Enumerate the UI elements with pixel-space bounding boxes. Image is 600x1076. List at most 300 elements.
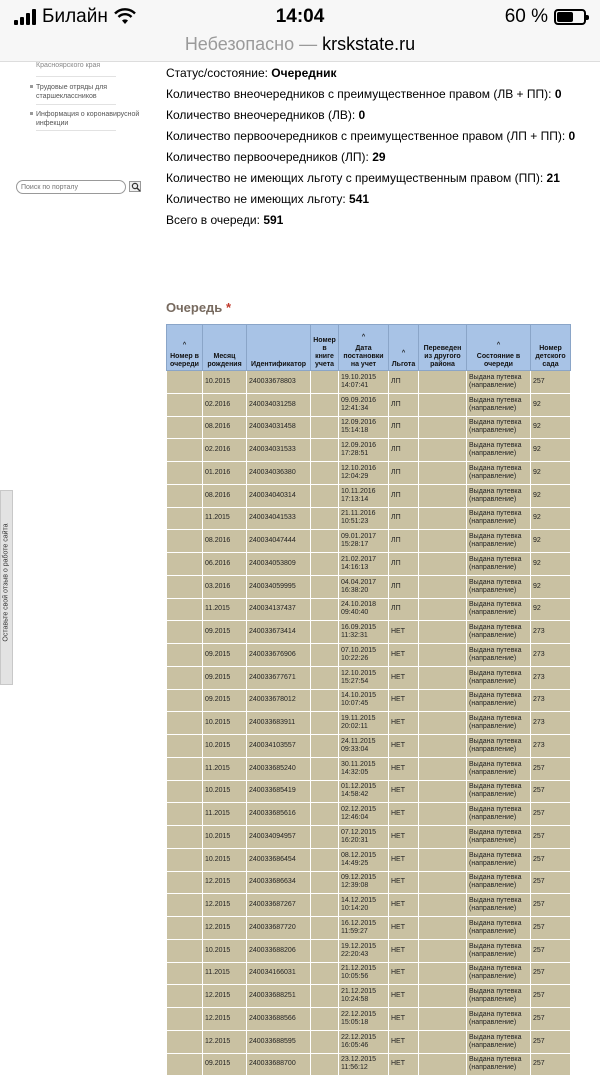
- sidebar-cut-item[interactable]: Красноярского края: [36, 62, 101, 69]
- column-header-label: Месяц рождения: [207, 353, 242, 368]
- table-cell: [419, 462, 467, 485]
- table-cell: 240034031533: [247, 439, 311, 462]
- table-cell: Выдана путевка (направление): [467, 712, 531, 735]
- table-cell: ЛП: [389, 371, 419, 394]
- table-cell: [167, 894, 203, 917]
- sidebar-divider: [36, 130, 116, 131]
- table-cell: [419, 621, 467, 644]
- table-cell: 30.11.2015 14:32:05: [339, 757, 389, 780]
- table-cell: Выдана путевка (направление): [467, 803, 531, 826]
- table-cell: 09.2015: [203, 1053, 247, 1076]
- table-cell: 240033686634: [247, 871, 311, 894]
- table-cell: 273: [531, 689, 571, 712]
- table-cell: 257: [531, 985, 571, 1008]
- lp-value: 29: [372, 150, 386, 164]
- table-cell: [419, 575, 467, 598]
- table-cell: [167, 1053, 203, 1076]
- table-cell: [419, 416, 467, 439]
- column-header-label: Льгота: [391, 361, 416, 368]
- table-cell: 257: [531, 780, 571, 803]
- table-cell: 273: [531, 712, 571, 735]
- table-cell: [167, 530, 203, 553]
- table-cell: 23.12.2015 11:56:12: [339, 1053, 389, 1076]
- table-cell: Выдана путевка (направление): [467, 507, 531, 530]
- table-cell: 240034103557: [247, 735, 311, 758]
- table-cell: Выдана путевка (направление): [467, 985, 531, 1008]
- table-cell: 09.2015: [203, 621, 247, 644]
- bullet-icon: [30, 85, 33, 88]
- table-cell: 08.2016: [203, 530, 247, 553]
- table-cell: 19.12.2015 22:20:43: [339, 939, 389, 962]
- table-cell: 09.2015: [203, 689, 247, 712]
- table-cell: [167, 803, 203, 826]
- table-row: [167, 826, 571, 849]
- table-cell: 240034137437: [247, 598, 311, 621]
- column-header[interactable]: [467, 325, 531, 371]
- lp-pp-value: 0: [568, 129, 576, 143]
- table-cell: 11.2015: [203, 962, 247, 985]
- sort-arrow-icon[interactable]: ^: [496, 342, 501, 348]
- table-cell: 92: [531, 462, 571, 485]
- table-cell: [167, 416, 203, 439]
- table-cell: НЕТ: [389, 826, 419, 849]
- table-cell: [311, 962, 339, 985]
- table-cell: 12.2015: [203, 985, 247, 1008]
- sort-arrow-icon[interactable]: ^: [401, 350, 406, 356]
- pp-value: 21: [546, 171, 560, 185]
- table-cell: [311, 553, 339, 576]
- table-cell: 12.10.2016 12:04:29: [339, 462, 389, 485]
- table-cell: [311, 757, 339, 780]
- column-header: [531, 325, 571, 371]
- table-cell: 240034166031: [247, 962, 311, 985]
- lv-pp-label: Количество внеочередников с преимущественное правом (ЛВ + ПП):: [166, 87, 552, 101]
- table-row: [167, 371, 571, 394]
- table-cell: [167, 939, 203, 962]
- table-cell: 21.11.2016 10:51:23: [339, 507, 389, 530]
- table-cell: 257: [531, 939, 571, 962]
- table-row: [167, 393, 571, 416]
- table-cell: [311, 439, 339, 462]
- table-cell: 240033673414: [247, 621, 311, 644]
- table-row: [167, 757, 571, 780]
- url-separator: —: [299, 34, 318, 54]
- table-cell: [167, 780, 203, 803]
- table-row: [167, 416, 571, 439]
- table-cell: 240033678803: [247, 371, 311, 394]
- lv-label: Количество внеочередников (ЛВ):: [166, 108, 356, 122]
- table-cell: 14.10.2015 10:07:45: [339, 689, 389, 712]
- table-cell: Выдана путевка (направление): [467, 757, 531, 780]
- table-cell: Выдана путевка (направление): [467, 848, 531, 871]
- ios-status-bar: [0, 0, 600, 34]
- search-button[interactable]: [129, 181, 141, 192]
- table-cell: [311, 1053, 339, 1076]
- table-cell: 257: [531, 1008, 571, 1031]
- table-row: [167, 1030, 571, 1053]
- lp-pp-row: [166, 129, 586, 144]
- table-cell: [419, 939, 467, 962]
- table-cell: 240034053809: [247, 553, 311, 576]
- lp-pp-label: Количество первоочередников с преимущественное правом (ЛП + ПП):: [166, 129, 566, 143]
- table-cell: 240033688206: [247, 939, 311, 962]
- table-cell: [167, 439, 203, 462]
- table-cell: [167, 598, 203, 621]
- table-cell: [311, 598, 339, 621]
- table-cell: Выдана путевка (направление): [467, 416, 531, 439]
- table-cell: 12.2015: [203, 1008, 247, 1031]
- table-cell: [311, 484, 339, 507]
- table-cell: 11.2015: [203, 598, 247, 621]
- table-cell: 240033685419: [247, 780, 311, 803]
- table-cell: [167, 689, 203, 712]
- sort-arrow-icon[interactable]: ^: [182, 342, 187, 348]
- sidebar-item-label: Трудовые отряды для старшеклассников: [36, 84, 108, 100]
- table-cell: 92: [531, 507, 571, 530]
- table-cell: 240033688251: [247, 985, 311, 1008]
- table-row: [167, 1008, 571, 1031]
- table-cell: 12.2015: [203, 1030, 247, 1053]
- table-cell: [311, 689, 339, 712]
- table-cell: [167, 462, 203, 485]
- url-host[interactable]: krskstate.ru: [322, 34, 416, 54]
- table-cell: [419, 757, 467, 780]
- column-header[interactable]: [167, 325, 203, 371]
- table-cell: Выдана путевка (направление): [467, 780, 531, 803]
- insecure-label: Небезопасно: [184, 34, 295, 54]
- portal-search-input[interactable]: [16, 180, 126, 194]
- table-cell: 16.09.2015 11:32:31: [339, 621, 389, 644]
- table-cell: НЕТ: [389, 621, 419, 644]
- sidebar-item-coronavirus[interactable]: [30, 110, 140, 128]
- table-cell: [167, 575, 203, 598]
- bullet-icon: [30, 112, 33, 115]
- battery-percent: 60 %: [504, 6, 548, 27]
- table-cell: 12.09.2016 15:14:18: [339, 416, 389, 439]
- table-row: [167, 962, 571, 985]
- table-cell: 01.12.2015 14:58:42: [339, 780, 389, 803]
- table-row: [167, 1053, 571, 1076]
- table-cell: 12.09.2016 17:28:51: [339, 439, 389, 462]
- table-cell: 240034031458: [247, 416, 311, 439]
- table-cell: 07.12.2015 16:20:31: [339, 826, 389, 849]
- table-cell: [419, 644, 467, 667]
- table-cell: [311, 1030, 339, 1053]
- table-cell: 22.12.2015 15:05:18: [339, 1008, 389, 1031]
- table-cell: ЛП: [389, 507, 419, 530]
- table-cell: [419, 1053, 467, 1076]
- table-cell: [311, 666, 339, 689]
- table-cell: 22.12.2015 16:05:46: [339, 1030, 389, 1053]
- table-cell: 257: [531, 894, 571, 917]
- table-cell: Выдана путевка (направление): [467, 598, 531, 621]
- table-row: [167, 462, 571, 485]
- table-cell: 240033686454: [247, 848, 311, 871]
- table-cell: [311, 393, 339, 416]
- table-cell: [419, 917, 467, 940]
- table-cell: Выдана путевка (направление): [467, 462, 531, 485]
- table-cell: ЛП: [389, 575, 419, 598]
- column-header-label: Номер детского сада: [535, 345, 566, 368]
- table-cell: 273: [531, 666, 571, 689]
- table-cell: [167, 553, 203, 576]
- table-row: [167, 439, 571, 462]
- table-cell: Выдана путевка (направление): [467, 917, 531, 940]
- table-cell: НЕТ: [389, 757, 419, 780]
- table-row: [167, 484, 571, 507]
- table-cell: 09.2015: [203, 666, 247, 689]
- column-header[interactable]: [389, 325, 419, 371]
- table-row: [167, 689, 571, 712]
- table-cell: 240033685616: [247, 803, 311, 826]
- table-cell: [167, 621, 203, 644]
- table-cell: [419, 735, 467, 758]
- table-cell: [167, 1030, 203, 1053]
- status-row: [166, 66, 586, 81]
- table-cell: Выдана путевка (направление): [467, 575, 531, 598]
- table-cell: 273: [531, 621, 571, 644]
- table-cell: 21.02.2017 14:16:13: [339, 553, 389, 576]
- table-cell: 02.2016: [203, 393, 247, 416]
- table-row: [167, 666, 571, 689]
- table-cell: 03.2016: [203, 575, 247, 598]
- table-cell: 240034094957: [247, 826, 311, 849]
- column-header-label: Идентификатор: [250, 361, 307, 368]
- table-cell: 09.2015: [203, 644, 247, 667]
- column-header-label: Номер в очереди: [170, 353, 199, 368]
- table-cell: 12.2015: [203, 894, 247, 917]
- sort-arrow-icon[interactable]: ^: [361, 334, 366, 340]
- table-row: [167, 598, 571, 621]
- table-cell: [167, 393, 203, 416]
- table-row: [167, 575, 571, 598]
- table-cell: [419, 439, 467, 462]
- table-cell: 09.09.2016 12:41:34: [339, 393, 389, 416]
- table-cell: 11.2015: [203, 507, 247, 530]
- table-row: [167, 553, 571, 576]
- table-cell: [311, 621, 339, 644]
- table-cell: НЕТ: [389, 962, 419, 985]
- status-value: Очередник: [271, 66, 337, 80]
- table-cell: Выдана путевка (направление): [467, 962, 531, 985]
- table-cell: 10.2015: [203, 735, 247, 758]
- table-cell: 257: [531, 962, 571, 985]
- table-cell: Выдана путевка (направление): [467, 439, 531, 462]
- table-cell: 240033683911: [247, 712, 311, 735]
- table-cell: 10.2015: [203, 780, 247, 803]
- table-cell: 92: [531, 553, 571, 576]
- table-cell: 240034031258: [247, 393, 311, 416]
- table-cell: 12.2015: [203, 917, 247, 940]
- table-cell: Выдана путевка (направление): [467, 553, 531, 576]
- table-cell: 240033678012: [247, 689, 311, 712]
- table-cell: [311, 462, 339, 485]
- table-cell: [311, 894, 339, 917]
- column-header-label: Переведен из другого района: [423, 345, 462, 368]
- table-cell: 01.2016: [203, 462, 247, 485]
- table-cell: [419, 803, 467, 826]
- table-cell: Выдана путевка (направление): [467, 894, 531, 917]
- table-cell: 240033685240: [247, 757, 311, 780]
- table-cell: Выдана путевка (направление): [467, 530, 531, 553]
- table-cell: ЛП: [389, 530, 419, 553]
- table-row: [167, 644, 571, 667]
- lv-pp-value: 0: [554, 87, 562, 101]
- table-cell: 24.10.2018 09:40:40: [339, 598, 389, 621]
- table-cell: 240033687720: [247, 917, 311, 940]
- table-cell: 14.12.2015 10:14:20: [339, 894, 389, 917]
- table-cell: 21.12.2015 10:05:56: [339, 962, 389, 985]
- table-cell: [419, 507, 467, 530]
- table-cell: [311, 826, 339, 849]
- table-cell: [311, 939, 339, 962]
- column-header[interactable]: [339, 325, 389, 371]
- table-cell: Выдана путевка (направление): [467, 1053, 531, 1076]
- table-cell: Выдана путевка (направление): [467, 621, 531, 644]
- table-cell: 08.2016: [203, 484, 247, 507]
- table-cell: [311, 848, 339, 871]
- lp-label: Количество первоочередников (ЛП):: [166, 150, 369, 164]
- table-cell: 240034059995: [247, 575, 311, 598]
- queue-section-title: [166, 300, 231, 315]
- table-cell: 02.2016: [203, 439, 247, 462]
- table-cell: НЕТ: [389, 803, 419, 826]
- table-cell: 257: [531, 1030, 571, 1053]
- table-cell: [311, 530, 339, 553]
- feedback-label: Оставьте свой отзыв о работе сайта: [2, 523, 10, 642]
- table-cell: [167, 371, 203, 394]
- table-cell: 07.10.2015 10:22:26: [339, 644, 389, 667]
- table-cell: [419, 393, 467, 416]
- lv-value: 0: [358, 108, 366, 122]
- table-cell: 92: [531, 393, 571, 416]
- table-cell: 257: [531, 803, 571, 826]
- table-cell: 02.12.2015 12:46:04: [339, 803, 389, 826]
- table-cell: [419, 484, 467, 507]
- table-cell: Выдана путевка (направление): [467, 871, 531, 894]
- table-cell: 11.2015: [203, 803, 247, 826]
- table-cell: 273: [531, 735, 571, 758]
- table-cell: [311, 1008, 339, 1031]
- table-cell: ЛП: [389, 462, 419, 485]
- table-cell: ЛП: [389, 393, 419, 416]
- table-cell: 92: [531, 484, 571, 507]
- table-row: [167, 917, 571, 940]
- table-cell: 10.11.2016 17:13:14: [339, 484, 389, 507]
- table-cell: 257: [531, 757, 571, 780]
- table-row: [167, 848, 571, 871]
- battery-status: [505, 6, 586, 28]
- column-header-label: Номер в книге учета: [313, 337, 336, 368]
- table-cell: [419, 962, 467, 985]
- table-cell: [311, 871, 339, 894]
- table-cell: Выдана путевка (направление): [467, 1030, 531, 1053]
- table-cell: 04.04.2017 16:38:20: [339, 575, 389, 598]
- lv-pp-row: [166, 87, 586, 102]
- table-cell: НЕТ: [389, 1008, 419, 1031]
- table-cell: 10.2015: [203, 371, 247, 394]
- table-row: [167, 939, 571, 962]
- table-cell: Выдана путевка (направление): [467, 735, 531, 758]
- table-cell: 06.2016: [203, 553, 247, 576]
- table-cell: [167, 917, 203, 940]
- table-cell: ЛП: [389, 439, 419, 462]
- lp-row: [166, 150, 586, 165]
- table-row: [167, 530, 571, 553]
- table-cell: [419, 689, 467, 712]
- sidebar-item-labor-teams[interactable]: [30, 83, 140, 101]
- table-cell: [419, 666, 467, 689]
- table-cell: 19.10.2015 14:07:41: [339, 371, 389, 394]
- table-cell: [311, 644, 339, 667]
- table-row: [167, 985, 571, 1008]
- column-header-label: Дата постановки на учет: [343, 345, 384, 368]
- table-cell: Выдана путевка (направление): [467, 1008, 531, 1031]
- table-cell: [311, 917, 339, 940]
- table-cell: 273: [531, 644, 571, 667]
- no-benefit-value: 541: [349, 192, 370, 206]
- feedback-tab[interactable]: [0, 490, 13, 685]
- sidebar: [0, 62, 150, 1066]
- table-cell: 92: [531, 439, 571, 462]
- table-cell: 08.12.2015 14:49:25: [339, 848, 389, 871]
- table-cell: Выдана путевка (направление): [467, 484, 531, 507]
- table-row: [167, 780, 571, 803]
- carrier-name: Билайн: [42, 6, 108, 27]
- table-cell: 257: [531, 1053, 571, 1076]
- total-value: 591: [263, 213, 284, 227]
- table-cell: [167, 826, 203, 849]
- clock: 14:04: [275, 6, 325, 27]
- status-label: Статус/состояние:: [166, 66, 268, 80]
- table-cell: [311, 575, 339, 598]
- table-cell: 12.2015: [203, 871, 247, 894]
- battery-icon: [554, 9, 586, 25]
- table-cell: 12.10.2015 15:27:54: [339, 666, 389, 689]
- lv-row: [166, 108, 586, 123]
- table-cell: 240033688700: [247, 1053, 311, 1076]
- table-cell: НЕТ: [389, 780, 419, 803]
- table-cell: НЕТ: [389, 894, 419, 917]
- table-cell: 11.2015: [203, 757, 247, 780]
- table-row: [167, 735, 571, 758]
- queue-title: Очередь: [166, 300, 223, 315]
- table-cell: [167, 962, 203, 985]
- table-cell: НЕТ: [389, 939, 419, 962]
- total-label: Всего в очереди:: [166, 213, 260, 227]
- table-cell: 10.2015: [203, 826, 247, 849]
- table-cell: 16.12.2015 11:59:27: [339, 917, 389, 940]
- table-cell: [419, 1008, 467, 1031]
- table-cell: 240034036380: [247, 462, 311, 485]
- column-header: [311, 325, 339, 371]
- table-cell: 92: [531, 575, 571, 598]
- table-cell: 24.11.2015 09:33:04: [339, 735, 389, 758]
- address-bar[interactable]: [0, 34, 600, 62]
- table-cell: [311, 780, 339, 803]
- table-row: [167, 712, 571, 735]
- table-cell: НЕТ: [389, 1030, 419, 1053]
- table-cell: [311, 985, 339, 1008]
- pp-label: Количество не имеющих льготу с преимущественным правом (ПП):: [166, 171, 544, 185]
- table-cell: 10.2015: [203, 848, 247, 871]
- pp-row: [166, 171, 586, 186]
- table-cell: 240033676906: [247, 644, 311, 667]
- table-cell: [311, 507, 339, 530]
- table-cell: [311, 416, 339, 439]
- column-header: [247, 325, 311, 371]
- no-benefit-label: Количество не имеющих льготу:: [166, 192, 346, 206]
